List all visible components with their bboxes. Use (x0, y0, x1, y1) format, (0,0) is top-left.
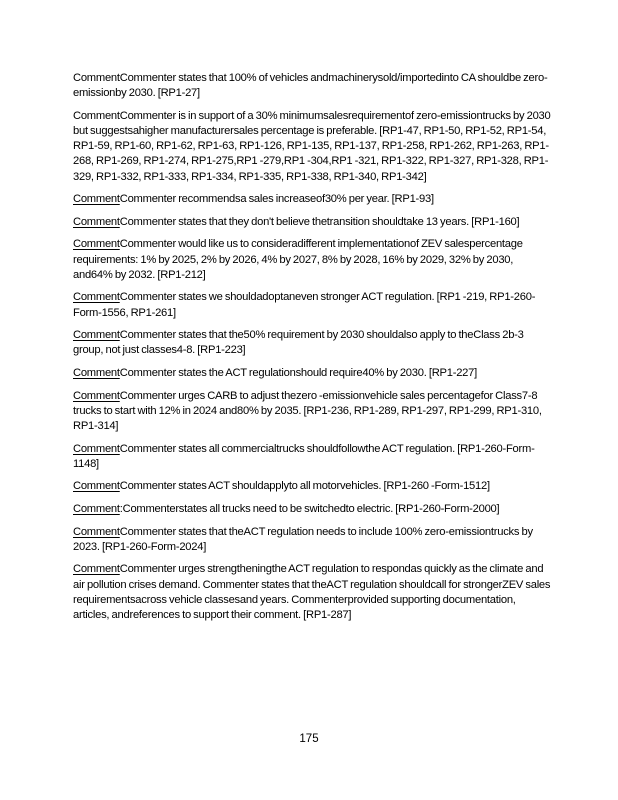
comment-text: Commenter urges CARB to adjust thezero -emissionvehicle sales percentagefor Class7-8 trucks to start with 12% in 2024 and80% by 2035. [RP1-236, RP1-289, RP1-297, RP1-299, RP1-310, RP1-314] (73, 389, 542, 432)
comment-label: Comment (73, 525, 120, 538)
page-number: 175 (299, 733, 319, 745)
comment-label: Comment (73, 193, 120, 206)
comment-paragraph (73, 215, 551, 230)
comment-label: Comment (73, 72, 120, 84)
comment-text: Commenter states ACT shouldapplyto all motorvehicles. [RP1-260 -Form-1512] (119, 480, 490, 493)
comment-list (73, 71, 551, 631)
comment-paragraph (73, 71, 551, 101)
comment-label: Comment (73, 238, 120, 251)
comment-paragraph (73, 237, 551, 283)
comment-text: Commenter states the ACT regulationshould require40% by 2030. [RP1-227] (119, 366, 477, 379)
comment-text: Commenter would like us to consideradifferent implementationof ZEV salespercentage requirements: 1% by 2025, 2% by 2026, 4% by 2027, 8% by 2028, 16% by 2029, 32% by 2030, and64% by 2032. [RP1-212] (73, 238, 523, 281)
comment-text: Commenter states that they don't believe thetransition shouldtake 13 years. [RP1-160] (119, 215, 520, 228)
comment-label: Comment (73, 215, 120, 228)
comment-label: Comment (73, 329, 120, 342)
comment-text: Commenter urges strengtheningthe ACT regulation to respondas quickly as the climate and air pollution crises demand. Commenter states that theACT regulation shouldcall for strongerZEV sales requirementsacross vehicle classesand years. Commenterprovided supporting documentation, articles, andreferences to support their comment. [RP1-287] (73, 563, 551, 621)
comment-label: Comment (73, 563, 120, 576)
comment-paragraph (73, 328, 551, 358)
comment-text: Commenter states we shouldadoptaneven stronger ACT regulation. [RP1 -219, RP1-260-Form-1556, RP1-261] (73, 291, 536, 319)
comment-paragraph (73, 109, 551, 185)
comment-paragraph (73, 366, 551, 381)
comment-text: Commenter states that 100% of vehicles andmachinerysold/importedinto CA shouldbe zero-emissionby 2030. [RP1-27] (73, 72, 548, 100)
comment-label: Comment (73, 389, 120, 402)
comment-paragraph (73, 290, 551, 320)
comment-text: Commenter states that theACT regulation needs to include 100% zero-emissiontrucks by 2023. [RP1-260-Form-2024] (73, 525, 533, 553)
comment-label: Comment (73, 291, 120, 304)
comment-text: Commenter recommendsa sales increaseof30% per year. [RP1-93] (119, 193, 434, 206)
comment-label: Comment (73, 502, 120, 515)
comment-label: Comment (73, 480, 120, 493)
comment-text: Commenter states all commercialtrucks shouldfollowthe ACT regulation. [RP1-260-Form-1148] (73, 442, 535, 470)
comment-paragraph (73, 502, 551, 517)
comment-text: Commenter states that the50% requirement by 2030 shouldalso apply to theClass 2b-3 group, not just classes4-8. [RP1-223] (73, 329, 524, 357)
comment-label: Comment (73, 366, 120, 379)
comment-paragraph (73, 442, 551, 472)
comment-label: Comment (73, 109, 120, 122)
comment-paragraph (73, 389, 551, 435)
comment-text: Commenter is in support of a 30% minimumsalesrequirementof zero-emissiontrucks by 2030 but suggestsahigher manufacturersales percentage is preferable. [RP1-47, RP1-50, RP1-52, RP1-54, RP1-59, RP1-60, RP1-62, RP1-63, RP1-126, RP1-135, RP1-137, RP1-258, RP1-262, RP1-263, RP1-268, RP1-269, RP1-274, RP1-275,RP1 -279,RP1 -304,RP1 -321, RP1-322, RP1-327, RP1-328, RP1-329, RP1-332, RP1-333, RP1-334, RP1-335, RP1-338, RP1-340, RP1-342] (73, 109, 551, 183)
comment-paragraph (73, 192, 551, 207)
comment-text: :Commenterstates all trucks need to be switchedto electric. [RP1-260-Form-2000] (119, 502, 500, 515)
comment-paragraph (73, 525, 551, 555)
comment-paragraph (73, 479, 551, 494)
comment-paragraph (73, 562, 551, 623)
comment-label: Comment (73, 442, 120, 455)
